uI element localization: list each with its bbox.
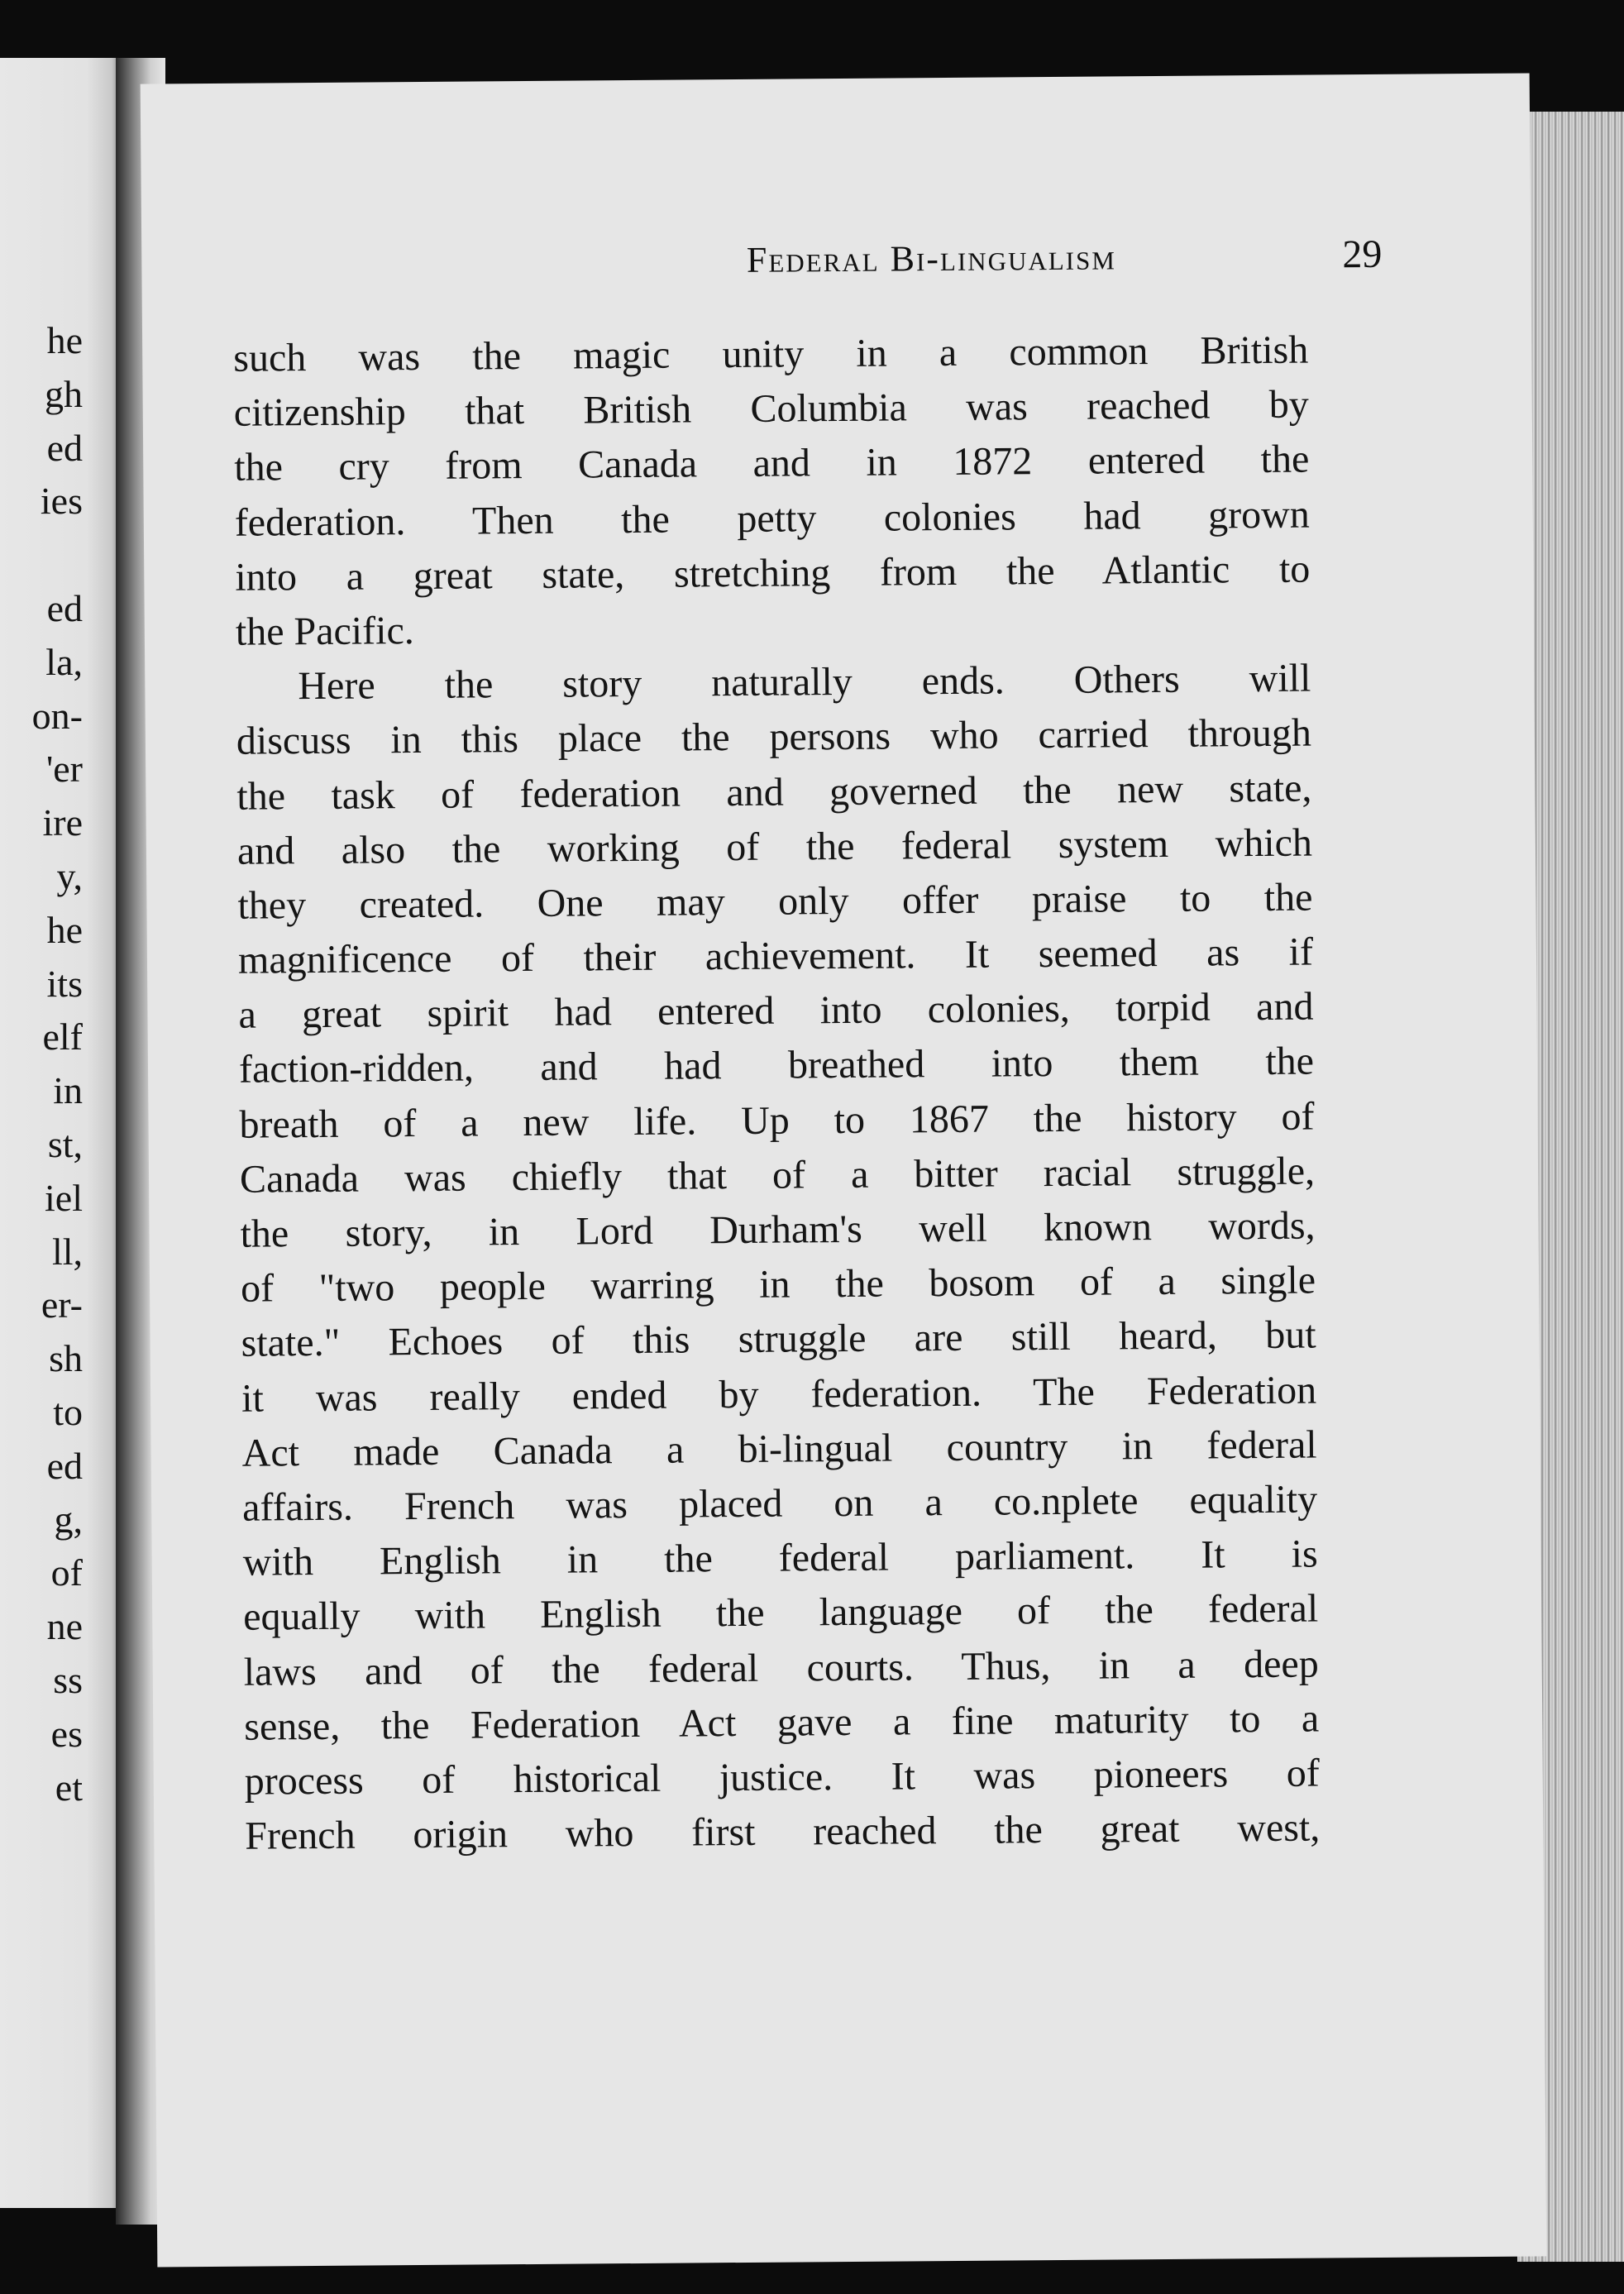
text-line: and also the working of the federal system which	[236, 820, 1313, 873]
facing-page-fragment: in	[53, 1069, 83, 1112]
text-line: the story, in Lord Durham's well known words,	[240, 1203, 1316, 1256]
facing-page-fragment: ire	[42, 801, 83, 844]
facing-page-fragment: iel	[45, 1176, 83, 1219]
facing-page-text-fragments	[0, 314, 83, 1814]
text-line: the Pacific.	[235, 608, 414, 654]
facing-page-fragment: la,	[45, 640, 83, 683]
text-line: with English in the federal parliament. It is	[242, 1532, 1318, 1584]
text-line: the task of federation and governed the new state,	[236, 766, 1312, 819]
facing-page-fragment: 'er	[45, 748, 83, 791]
facing-page-fragment: et	[55, 1766, 83, 1809]
text-line: into a great state, stretching from the Atlantic to	[235, 547, 1311, 600]
text-line: citizenship that British Columbia was reached by	[233, 382, 1309, 435]
text-line: discuss in this place the persons who carried through	[236, 710, 1312, 764]
text-line: they created. One may only offer praise to the	[237, 875, 1313, 928]
text-line: federation. Then the petty colonies had grown	[234, 492, 1310, 545]
facing-page-fragment: ll,	[51, 1230, 83, 1273]
facing-page-fragment: er-	[41, 1283, 83, 1326]
facing-page-fragment: ne	[46, 1605, 83, 1648]
facing-page-fragment: he	[46, 908, 83, 951]
text-line: the cry from Canada and in 1872 entered the	[234, 437, 1310, 490]
facing-page-fragment: ed	[46, 1444, 83, 1487]
facing-page-fragment: ies	[40, 480, 83, 523]
text-line: affairs. French was placed on a co.nplete equality	[241, 1477, 1318, 1530]
text-line: of "two people warring in the bosom of a single	[240, 1258, 1316, 1311]
facing-page-fragment: he	[46, 319, 83, 361]
facing-page-fragment: sh	[49, 1337, 83, 1380]
text-line: Canada was chiefly that of a bitter racial struggle,	[239, 1149, 1316, 1202]
facing-page-fragment: ed	[46, 426, 83, 469]
facing-page-fragment: of	[50, 1551, 83, 1594]
text-line: laws and of the federal courts. Thus, in a deep	[243, 1642, 1319, 1694]
text-line: magnificence of their achievement. It seemed as if	[237, 930, 1314, 982]
facing-page-fragment: g,	[54, 1498, 83, 1541]
facing-page-fragment: ss	[53, 1658, 83, 1701]
text-line: equally with English the language of the federal	[243, 1586, 1319, 1640]
running-head: Federal Bi-lingualism	[746, 237, 1116, 280]
facing-page-fragment: es	[50, 1712, 83, 1755]
book-page	[141, 73, 1547, 2267]
text-line: Here the story naturally ends. Others will	[298, 656, 1311, 709]
text-line: French origin who first reached the great west,	[245, 1805, 1321, 1858]
text-line: faction-ridden, and had breathed into them the	[238, 1039, 1315, 1092]
facing-page-fragment: y,	[56, 854, 83, 897]
text-line: such was the magic unity in a common British	[233, 327, 1309, 380]
facing-page-fragment: to	[53, 1390, 83, 1433]
facing-page-fragment: its	[46, 962, 83, 1005]
text-line: sense, the Federation Act gave a fine maturity to a	[244, 1696, 1320, 1749]
body-text	[233, 323, 1321, 1864]
facing-page-fragment: on-	[31, 694, 83, 737]
text-line: process of historical justice. It was pioneers of	[244, 1751, 1320, 1804]
facing-page-fragment: ed	[46, 586, 83, 629]
text-line: state." Echoes of this struggle are still heard, but	[241, 1312, 1316, 1366]
text-line: breath of a new life. Up to 1867 the history of	[239, 1094, 1315, 1147]
text-line: it was really ended by federation. The Federation	[241, 1368, 1317, 1421]
facing-page-fragment: st,	[47, 1122, 83, 1165]
facing-page-fragment	[0, 528, 83, 582]
page-number: 29	[1342, 232, 1383, 277]
facing-page-fragment: elf	[42, 1016, 83, 1059]
facing-page-fragment: gh	[45, 372, 83, 415]
text-line: a great spirit had entered into colonies, torpid and	[238, 984, 1314, 1037]
text-line: Act made Canada a bi-lingual country in federal	[241, 1422, 1317, 1475]
